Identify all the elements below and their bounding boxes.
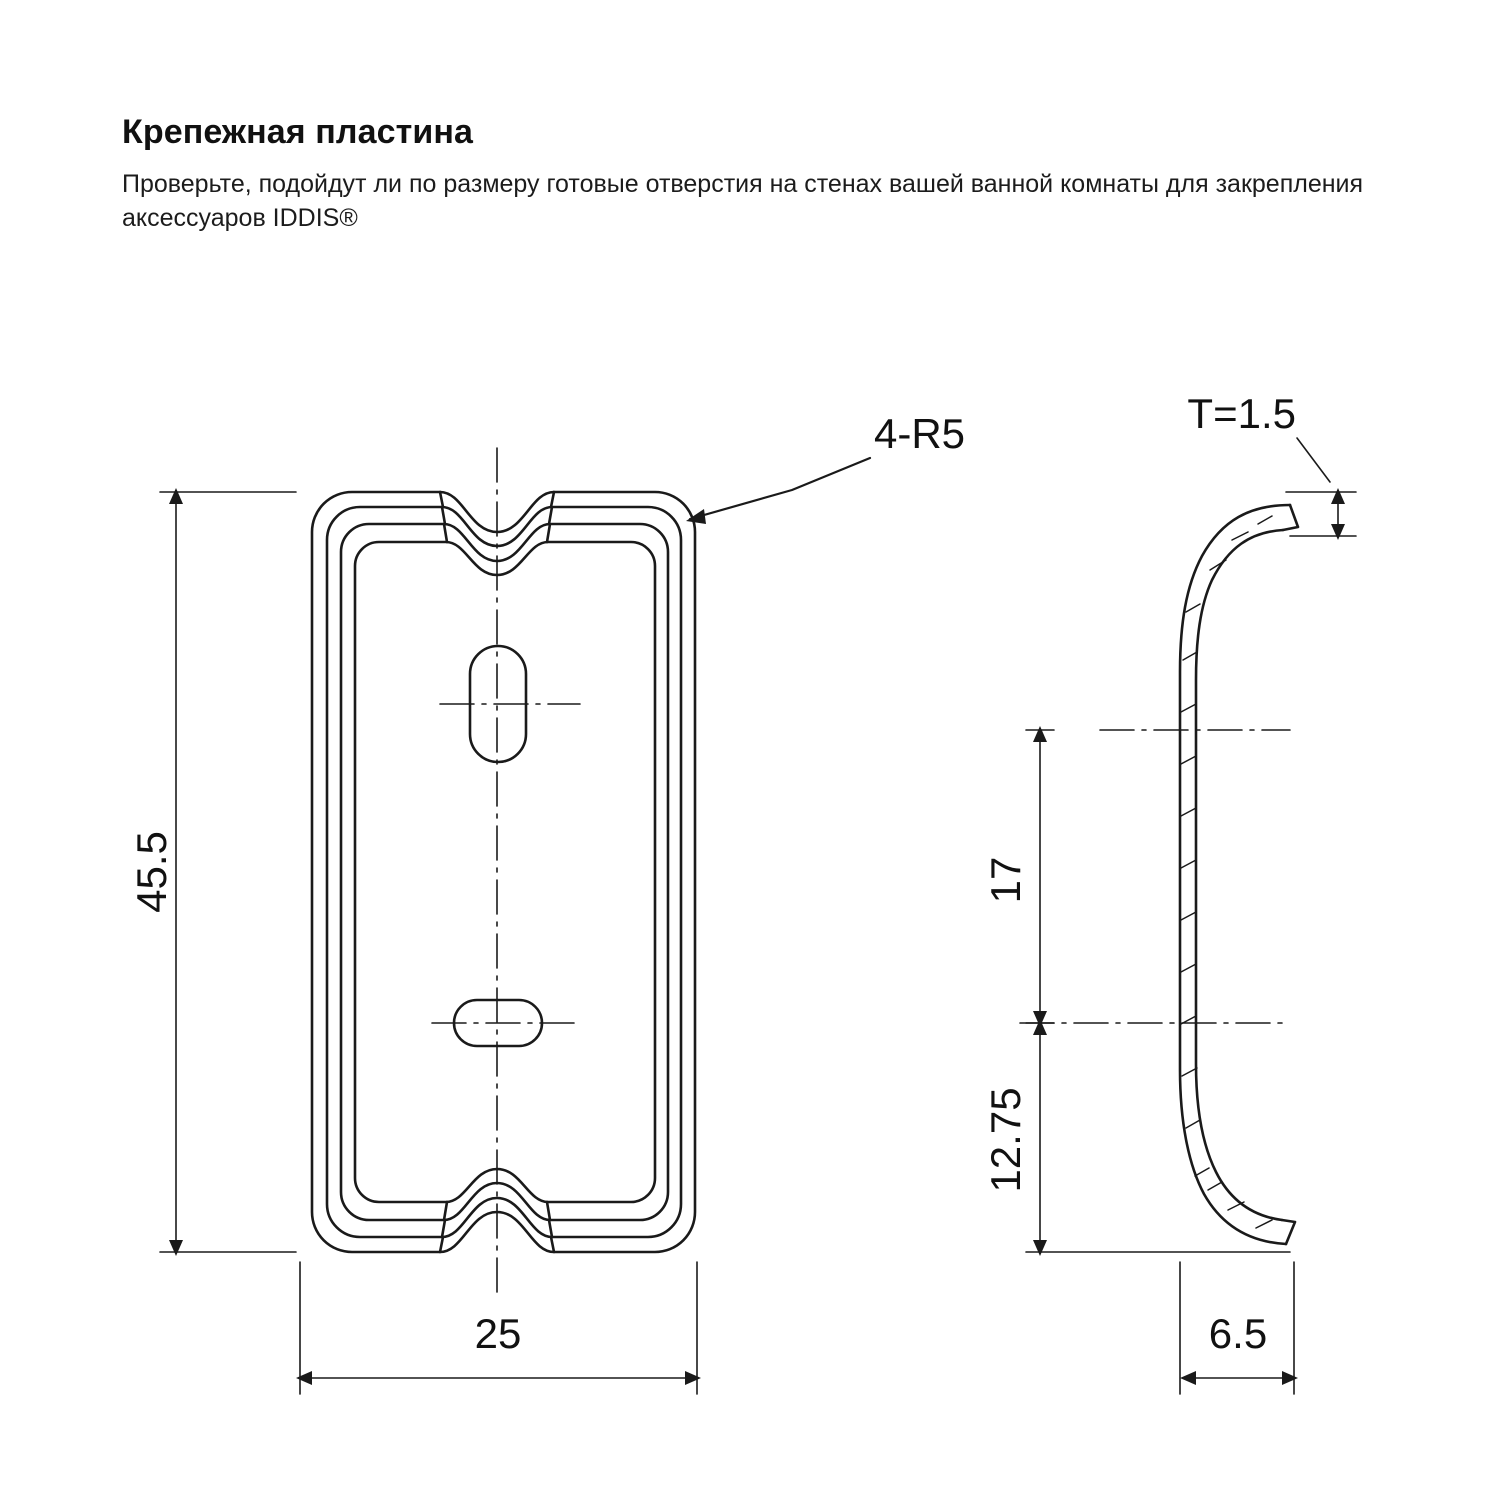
side-view-outline xyxy=(1180,505,1298,1244)
front-view-centerlines xyxy=(432,448,580,1296)
label-thickness: T=1.5 xyxy=(1187,390,1296,437)
label-upper-hole-distance: 17 xyxy=(982,856,1029,904)
page-title: Крепежная пластина xyxy=(122,113,474,151)
label-corner-radius: 4-R5 xyxy=(874,410,966,457)
side-view-centerlines xyxy=(1020,730,1290,1023)
label-width: 25 xyxy=(474,1310,522,1357)
dimension-17 xyxy=(1026,726,1054,1027)
front-view-outline xyxy=(312,492,695,1252)
side-view-hatching xyxy=(1181,516,1272,1228)
page-subtitle: Проверьте, подойдут ли по размеру готовые отверстия на стенах вашей ванной комнаты для закрепления аксессуаров IDDIS® xyxy=(122,169,1364,233)
dimension-1275 xyxy=(1026,1019,1290,1256)
dimension-height xyxy=(160,488,296,1256)
leader-corner-radius xyxy=(686,458,870,524)
label-lower-hole-distance: 12.75 xyxy=(982,1087,1029,1193)
label-height: 45.5 xyxy=(128,831,175,913)
label-depth: 6.5 xyxy=(1208,1310,1268,1357)
